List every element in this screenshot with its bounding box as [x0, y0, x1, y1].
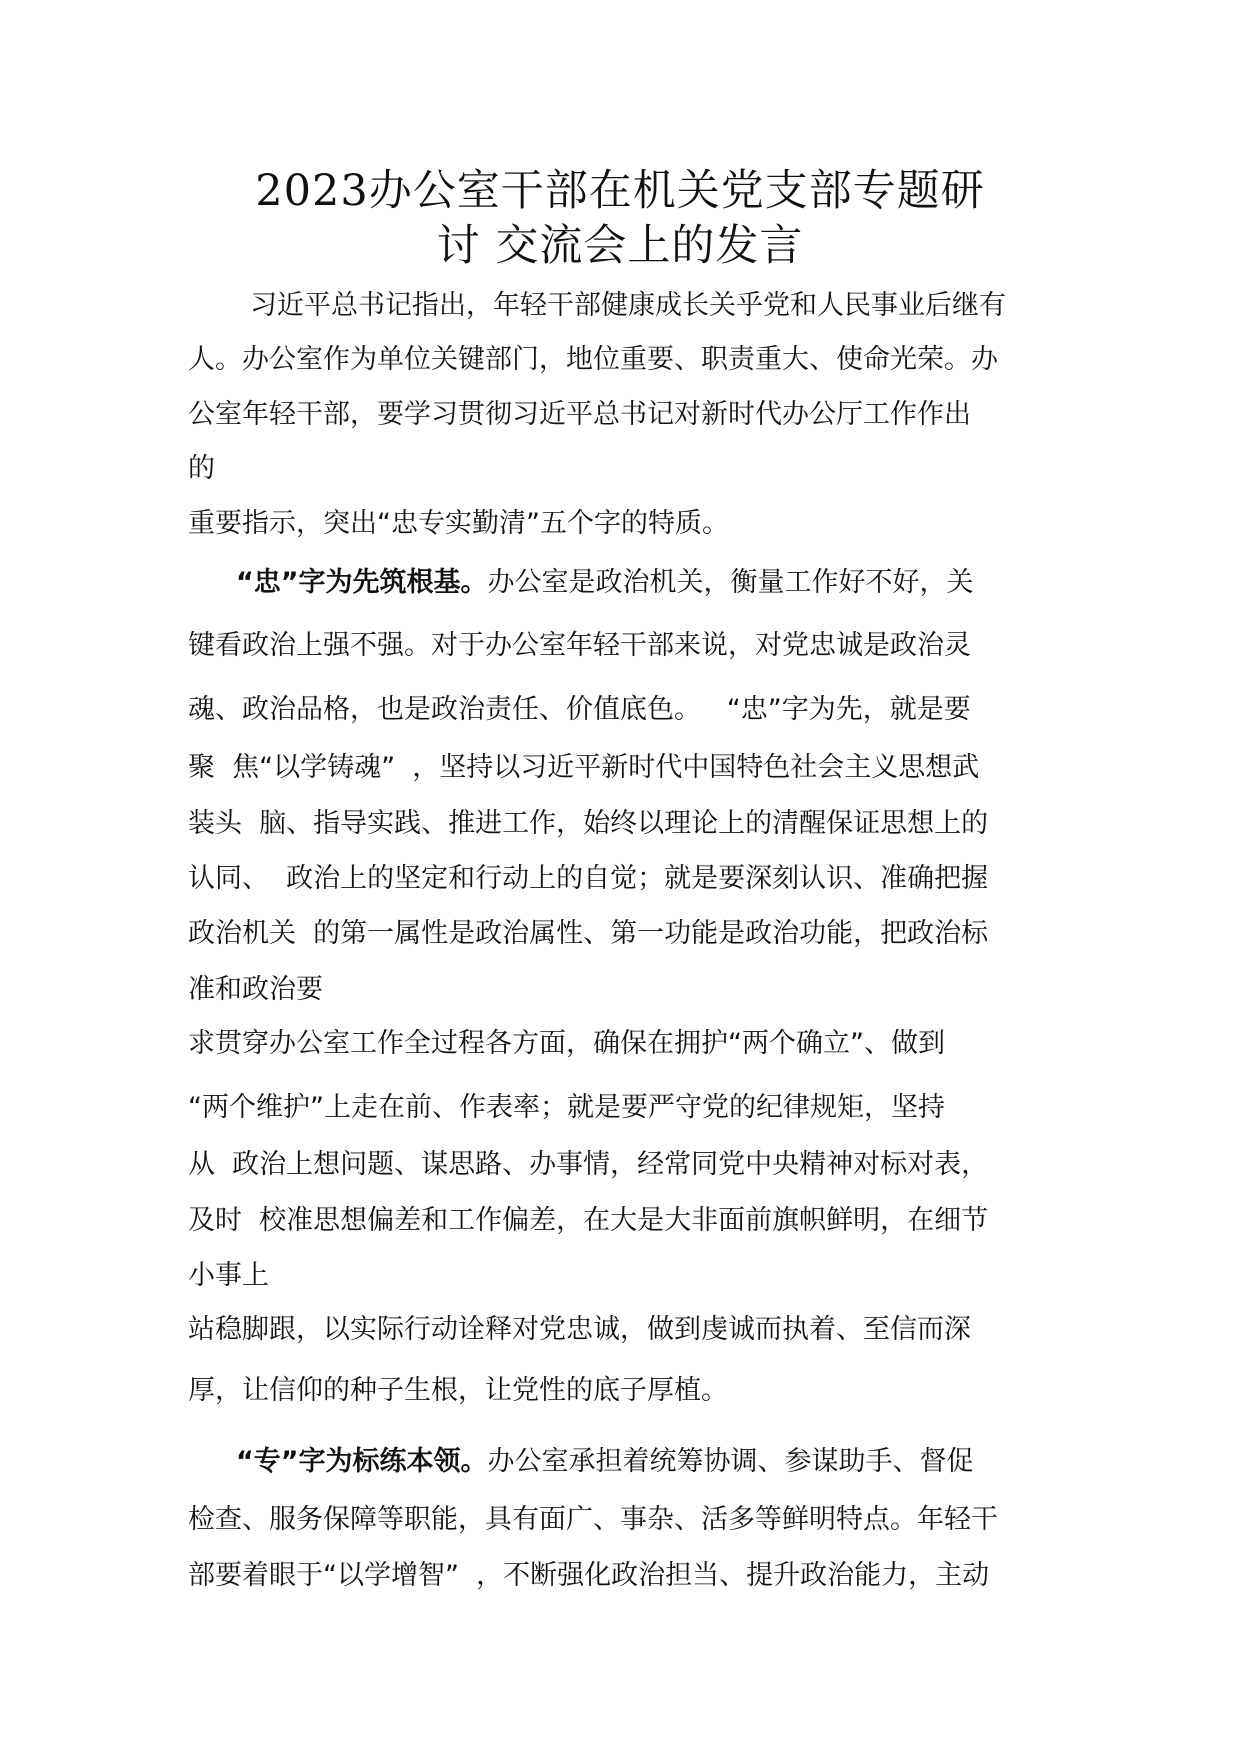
body-line: 习近平总书记指出，年轻干部健康成长关乎党和人民事业后继有 — [250, 290, 1006, 321]
section-expertise-heading-line: “专”字为标练本领。办公室承担着统筹协调、参谋助手、督促 — [236, 1446, 974, 1477]
body-line: 站稳脚跟，以实际行动诠释对党忠诚，做到虔诚而执着、至信而深 — [188, 1314, 971, 1345]
section-heading-expertise: “专”字为标练本领。 — [236, 1446, 488, 1477]
body-line: 检查、服务保障等职能，具有面广、事杂、活多等鲜明特点。年轻干 — [188, 1504, 998, 1535]
body-line: 公室年轻干部，要学习贯彻习近平总书记对新时代办公厅工作作出 — [188, 399, 971, 430]
body-line: 人。办公室作为单位关键部门，地位重要、职责重大、使命光荣。办 — [188, 344, 998, 375]
body-line: 从 政治上想问题、谋思路、办事情，经常同党中央精神对标对表， — [188, 1149, 989, 1180]
body-line: 的 — [188, 453, 215, 484]
body-line: 小事上 — [188, 1260, 269, 1291]
body-line: 及时 校准思想偏差和工作偏差，在大是大非面前旗帜鲜明，在细节 — [188, 1205, 989, 1236]
body-line: 键看政治上强不强。对于办公室年轻干部来说，对党忠诚是政治灵 — [188, 630, 971, 661]
body-line: “两个维护”上走在前、作表率；就是要严守党的纪律规矩，坚持 — [188, 1092, 945, 1123]
document-title-line-1: 2023办公室干部在机关党支部专题研 — [255, 166, 985, 216]
body-line: 政治机关 的第一属性是政治属性、第一功能是政治功能，把政治标 — [188, 918, 989, 949]
body-line: 求贯穿办公室工作全过程各方面，确保在拥护“两个确立”、做到 — [188, 1028, 945, 1059]
body-line: 魂、政治品格，也是政治责任、价值底色。 “忠”字为先，就是要 — [188, 694, 971, 725]
document-title-line-2: 讨 交流会上的发言 — [436, 221, 804, 271]
section-loyalty-heading-line: “忠”字为先筑根基。办公室是政治机关，衡量工作好不好，关 — [236, 567, 974, 598]
body-line: 装头 脑、指导实践、推进工作，始终以理论上的清醒保证思想上的 — [188, 808, 989, 839]
body-line: 聚 焦“以学铸魂” ，坚持以习近平新时代中国特色社会主义思想武 — [188, 752, 980, 783]
body-line: 重要指示，突出“忠专实勤清”五个字的特质。 — [188, 508, 729, 539]
body-line: 认同、 政治上的坚定和行动上的自觉；就是要深刻认识、准确把握 — [188, 863, 989, 894]
section-heading-loyalty: “忠”字为先筑根基。 — [236, 567, 488, 598]
body-line: 部要着眼于“以学增智” ，不断强化政治担当、提升政治能力，主动 — [188, 1560, 990, 1591]
body-line: 厚，让信仰的种子生根，让党性的底子厚植。 — [188, 1375, 728, 1406]
body-line: 准和政治要 — [188, 974, 323, 1005]
